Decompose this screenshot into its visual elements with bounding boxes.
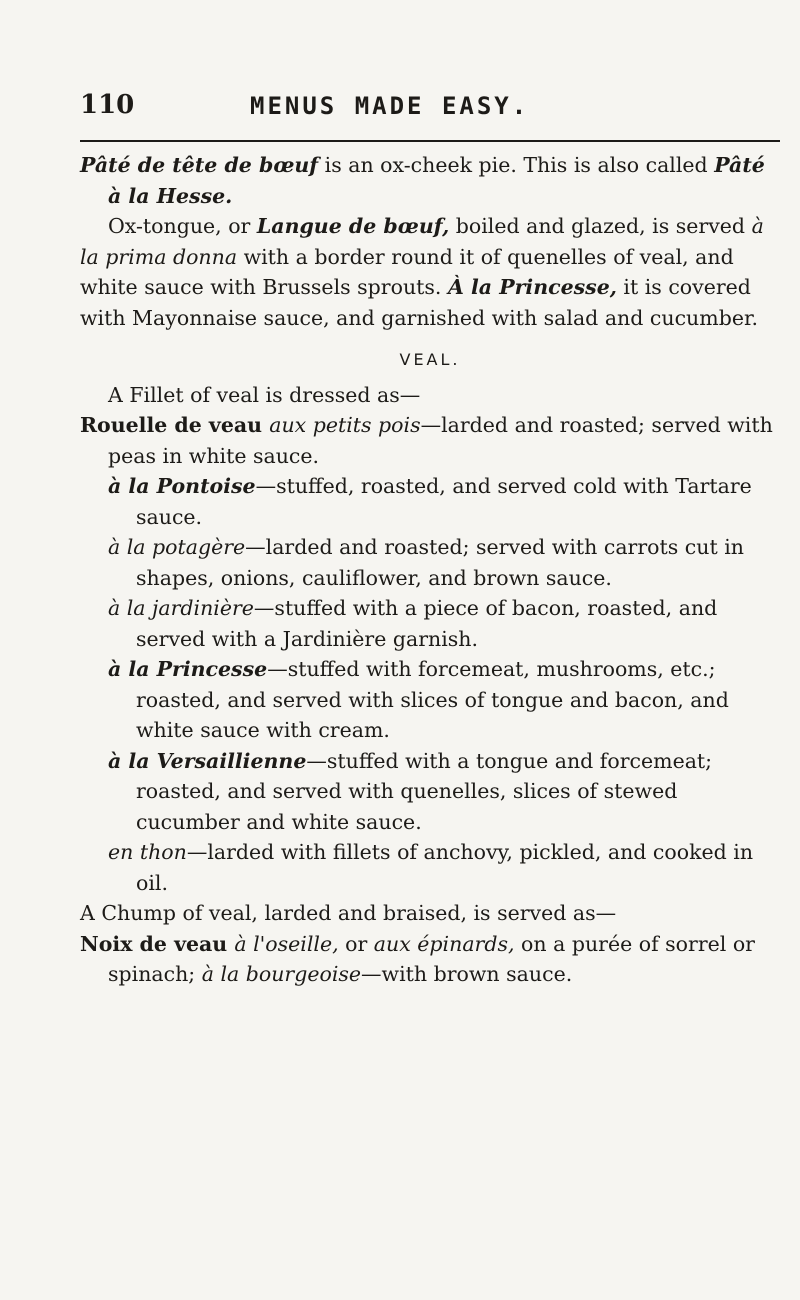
entry-pontoise [108,471,780,532]
entry-potagere [108,532,780,593]
section-heading-veal: VEAL. [399,350,461,369]
dish-name: Pâté à la Hesse. [108,153,765,208]
text: —larded and roasted; served with carrots cut in shapes, onions, cauliflower, and brown sauce. [136,535,744,590]
text: —with brown sauce. [361,962,573,986]
text: is an ox-cheek pie. This is also called [318,153,715,177]
text: —stuffed, roasted, and served cold with Tartare sauce. [136,474,752,529]
text: or [338,931,374,956]
page-header [80,90,780,120]
text: Ox-tongue, or [108,214,257,238]
paragraph-fillet: A Fillet of veal is dressed as— [108,382,421,407]
text: —larded with fillets of anchovy, pickled, and cooked in oil. [136,840,754,895]
page-body [80,150,780,990]
text: —larded and roasted; served with peas in white sauce. [108,413,773,468]
entry-en-thon [108,837,780,898]
style-name: à la Princesse [108,657,268,681]
style-name: à la jardinière [108,596,254,620]
dish-name: Langue de bœuf, [256,214,450,238]
dish-name: Pâté de tête de bœuf [80,153,319,177]
style-name: à la Pontoise [108,474,256,498]
style-name: à l'oseille, [234,931,339,956]
text: with a border round it of quenelles of veal, and white sauce with Brussels sprouts. [80,244,734,299]
style-name: à la Versaillienne [108,748,307,773]
text: —stuffed with a piece of bacon, roasted, and served with a Jardinière garnish. [136,596,718,651]
dish-name: Noix de veau [80,931,235,956]
text: it is covered with Mayonnaise sauce, and garnished with salad and cucumber. [80,275,759,330]
style-name: aux épinards, [373,931,515,956]
text: boiled and glazed, is served [449,214,752,238]
text: —stuffed with a tongue and forcemeat; roasted, and served with quenelles, slices of stewed cucumber and white sauce. [136,748,713,834]
text: on a purée of sorrel or spinach; [108,931,755,986]
entry-versaillienne [108,746,780,838]
paragraph-pate-de-tete [80,150,780,211]
page-number: 110 [80,90,135,120]
paragraph-chump: A Chump of veal, larded and braised, is served as— [80,901,617,925]
style-name: à la bourgeoise [201,962,362,986]
style-name: à la prima donna [80,214,764,269]
entry-jardiniere [108,593,780,654]
entry-noix [80,929,780,990]
entry-princesse [108,654,780,746]
paragraph-ox-tongue [80,211,780,333]
text: —stuffed with forcemeat, mushrooms, etc.; roasted, and served with slices of tongue and bacon, and white sauce with cream. [136,657,729,742]
style-name: en thon [108,840,187,864]
header-rule [80,140,780,142]
running-head: MENUS MADE EASY. [250,92,530,120]
style-name: à la potagère [108,535,246,559]
entry-rouelle [80,410,780,471]
dish-name: Rouelle de veau [80,413,270,437]
style-name: aux petits pois [269,413,421,437]
style-name: À la Princesse, [447,275,617,299]
